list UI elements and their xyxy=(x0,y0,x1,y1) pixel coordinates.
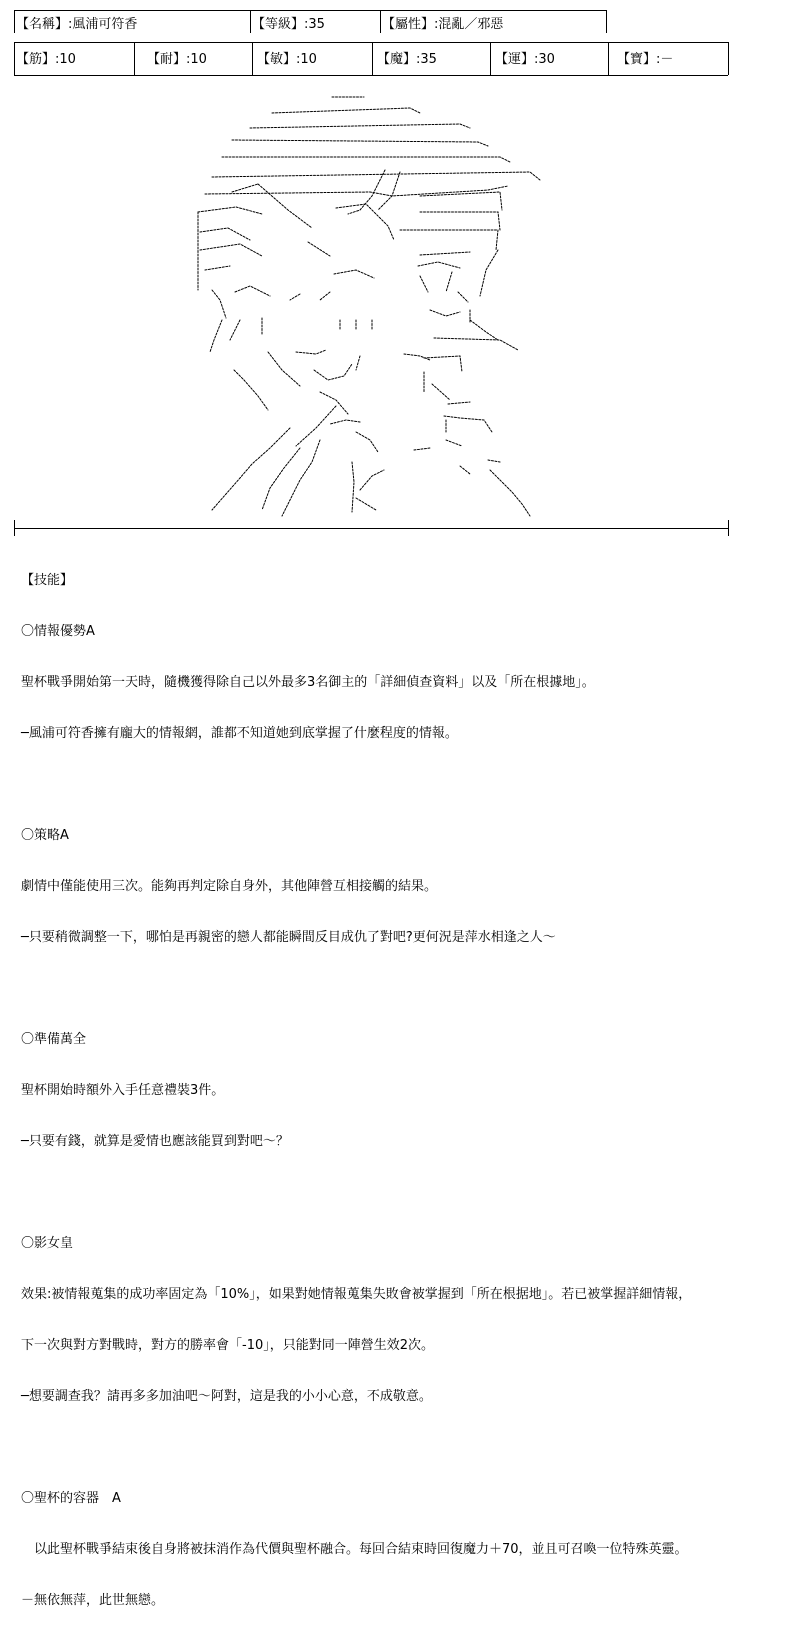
skill-line xyxy=(21,1184,791,1201)
stat-strength: 【筋】:10 xyxy=(16,52,76,67)
skill-line xyxy=(21,776,791,793)
stat-noble-phantasm: 【寶】:－ xyxy=(617,52,674,67)
skill-line: 〇影女皇 xyxy=(21,1236,74,1251)
stat-mana: 【魔】:35 xyxy=(377,52,437,67)
skill-line: ─只要稍微調整一下，哪怕是再親密的戀人都能瞬間反目成仇了對吧?更何況是萍水相逢之人～ xyxy=(21,930,556,945)
skill-line: ─風浦可符香擁有龐大的情報網，誰都不知道她到底掌握了什麼程度的情報。 xyxy=(21,726,458,741)
stat-luck: 【運】:30 xyxy=(495,52,555,67)
skill-line: 〇準備萬全 xyxy=(21,1032,87,1047)
skills-top-rule xyxy=(14,528,728,529)
character-illustration xyxy=(0,0,800,540)
skill-line: －無依無萍，此世無戀。 xyxy=(21,1593,165,1608)
skills-rule-tick xyxy=(728,520,729,536)
skill-line xyxy=(21,980,791,997)
stat-agility: 【敏】:10 xyxy=(257,52,317,67)
skill-line: 聖杯開始時額外入手任意禮裝3件。 xyxy=(21,1083,225,1098)
name-field: 【名稱】:風浦可符香 xyxy=(16,17,138,32)
skill-line: ─想要調查我？請再多多加油吧～阿對，這是我的小小心意，不成敬意。 xyxy=(21,1389,432,1404)
stat-endurance: 【耐】:10 xyxy=(147,52,207,67)
skill-line: 效果:被情報蒐集的成功率固定為「10%」，如果對她情報蒐集失敗會被掌握到「所在根据地」。若已被掌握詳細情報， xyxy=(21,1287,692,1302)
skills-section xyxy=(21,538,791,1626)
skill-line xyxy=(21,1439,791,1456)
skill-line: 〇聖杯的容器 A xyxy=(21,1491,121,1506)
level-field: 【等級】:35 xyxy=(252,17,325,32)
skills-heading: 【技能】 xyxy=(21,573,74,588)
skill-line: 聖杯戰爭開始第一天時，隨機獲得除自己以外最多3名御主的「詳細偵查資料」以及「所在根據地」。 xyxy=(21,675,595,690)
skill-line: 〇策略A xyxy=(21,828,69,843)
skill-line: 以此聖杯戰爭結束後自身將被抹消作為代價與聖杯融合。每回合結束時回復魔力＋70，並且可召喚一位特殊英靈。 xyxy=(21,1542,688,1557)
skill-line: 劇情中僅能使用三次。能夠再判定除自身外，其他陣營互相接觸的結果。 xyxy=(21,879,438,894)
skill-line: 下一次與對方對戰時，對方的勝率會「-10」，只能對同一陣營生效2次。 xyxy=(21,1338,435,1353)
skill-line: 〇情報優勢A xyxy=(21,624,95,639)
skill-line: ─只要有錢，就算是愛情也應該能買到對吧～？ xyxy=(21,1134,289,1149)
alignment-field: 【屬性】:混亂／邪惡 xyxy=(382,17,504,32)
skills-rule-tick xyxy=(14,520,15,536)
